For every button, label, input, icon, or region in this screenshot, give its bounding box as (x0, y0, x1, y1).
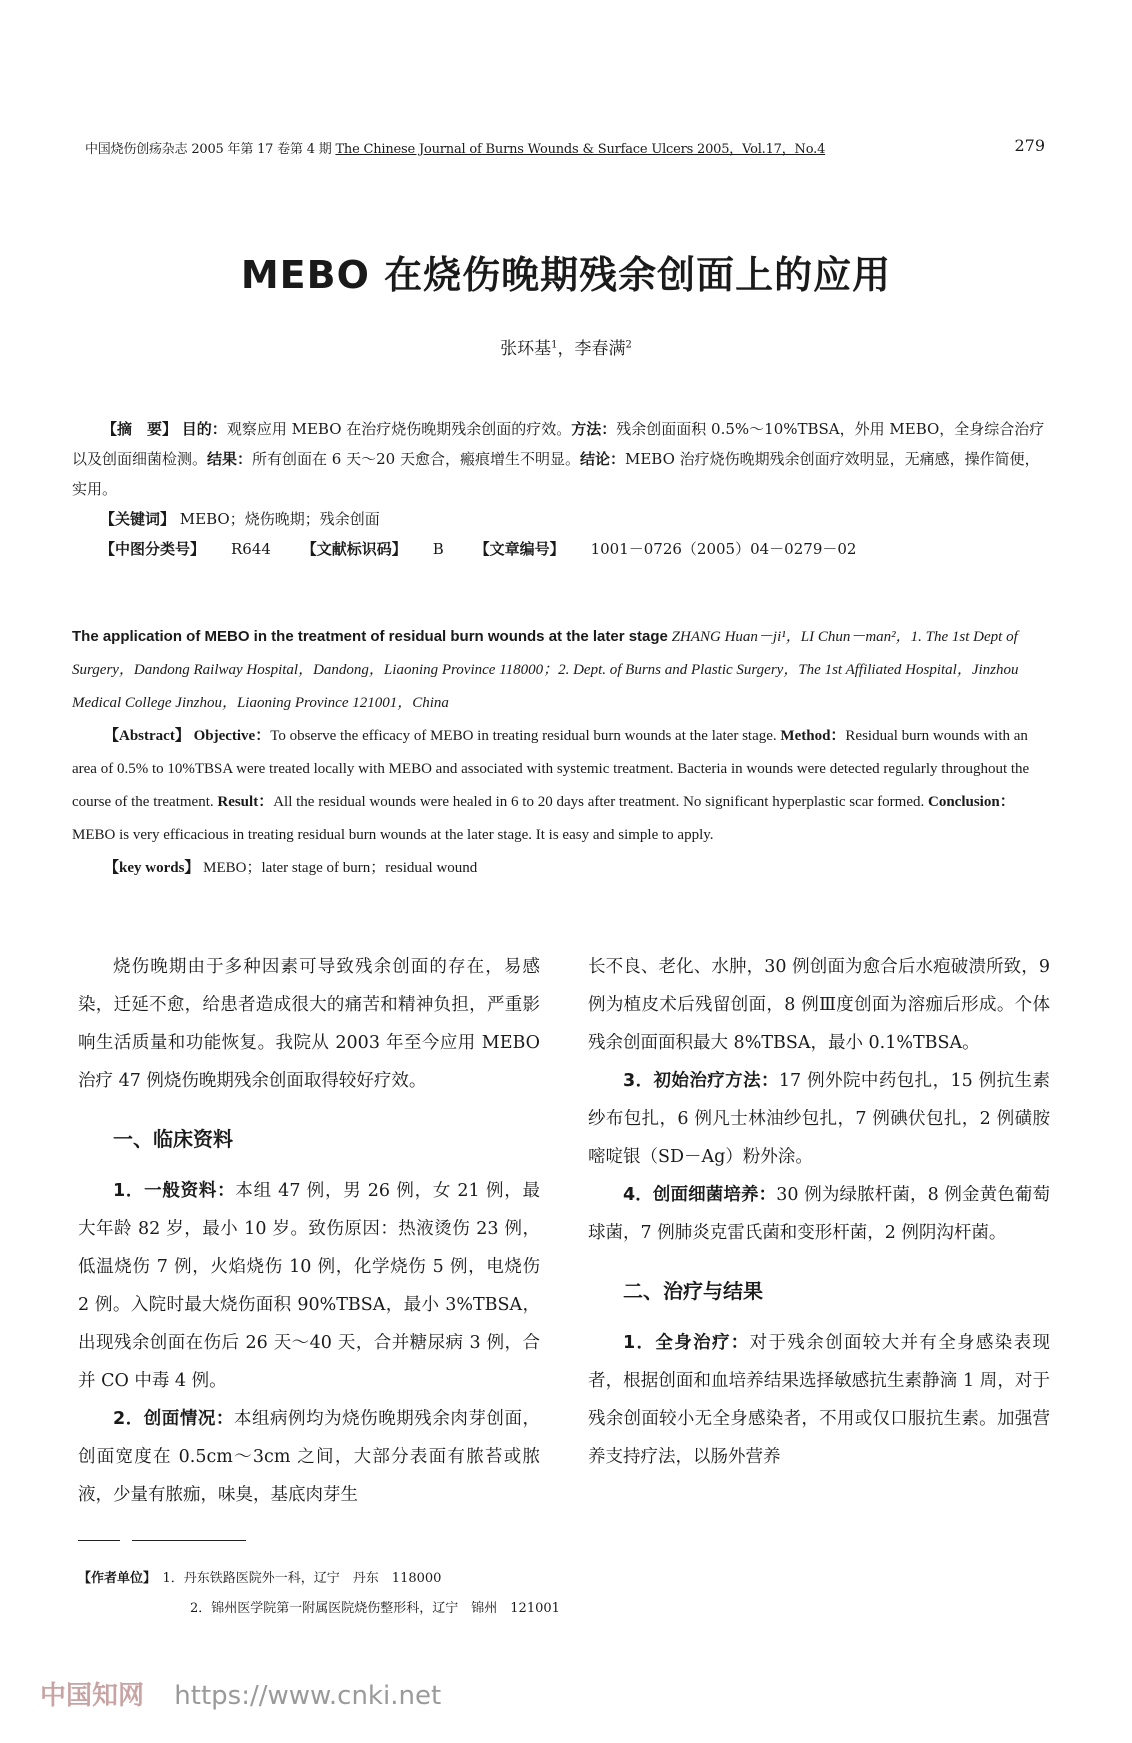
cnki-logo-text: 中国知网 (40, 1681, 145, 1711)
author-name: 李春满 (574, 339, 626, 359)
doc-code-label: 【文献标识码】 (301, 540, 407, 558)
bacteria-culture-text: 30 例为绿脓杆菌，8 例金黄色葡萄球菌，7 例肺炎克雷氏菌和变形杆菌，2 例阴沟杆菌。 (588, 1185, 1050, 1243)
en-keywords (72, 852, 1052, 885)
initial-treatment-paragraph (588, 1062, 1050, 1176)
keywords-label: 【关键词】 (100, 510, 176, 528)
author-name: 张环基 (500, 339, 552, 359)
cnki-watermark (40, 1675, 441, 1712)
wound-status-paragraph (78, 1400, 540, 1514)
journal-citation (85, 138, 825, 157)
en-result-label: Result： (217, 794, 274, 810)
en-method-text: Residual burn wounds with an area of 0.5% to 10%TBSA were treated locally with MEBO and associated with systemic treatment. Bacteria in wounds were detected regularly throughout the course of the treatment. (72, 728, 1030, 810)
intro-paragraph: 烧伤晚期由于多种因素可导致残余创面的存在，易感染，迁延不愈，给患者造成很大的痛苦和精神负担，严重影响生活质量和功能恢复。我院从 2003 年至今应用 MEBO 治疗 47 例烧伤晚期残余创面取得较好疗效。 (78, 957, 540, 1091)
clc-label: 【中图分类号】 (100, 540, 206, 558)
result-text: 所有创面在 6 天～20 天愈合，瘢痕增生不明显。 (252, 450, 580, 468)
clc-value: R644 (231, 540, 271, 558)
footnote-rule (132, 1540, 246, 1541)
bacteria-culture-paragraph (588, 1176, 1050, 1252)
en-method-label: Method： (780, 728, 846, 744)
abstract-label: 【摘 要】 (102, 420, 178, 438)
section-heading: 二、治疗与结果 (623, 1279, 763, 1303)
affiliation-1: 1．丹东铁路医院外一科，辽宁 丹东 118000 (162, 1571, 442, 1586)
abstract-cn-text (72, 414, 1052, 504)
en-conclusion-label: Conclusion： (928, 794, 1015, 810)
en-keywords-label: 【key words】 (104, 860, 200, 876)
wound-status-text: 本组病例均为烧伤晚期残余肉芽创面，创面宽度在 0.5cm～3cm 之间，大部分表面有脓苔或脓液，少量有脓痂，味臭，基底肉芽生 (78, 1409, 541, 1505)
result-label: 结果： (207, 450, 253, 468)
subsection-label: 1．全身治疗： (623, 1333, 750, 1353)
english-title: The application of MEBO in the treatment of residual burn wounds at the later stage (72, 628, 668, 645)
author-affil-mark: 2 (625, 339, 632, 351)
english-affiliation: The 1st Dept of Surgery，Dandong Railway Hospital，Dandong，Liaoning Province 118000；2. Dept. of Burns and Plastic Surgery，The 1st Affiliated Hospital，Jinzhou Medical College Jinzhou，Liaoning Province 121001，China (72, 629, 1019, 711)
abstract-cn (72, 414, 1052, 564)
objective-label: 目的： (181, 420, 227, 438)
en-objective-label: Objective： (193, 728, 271, 744)
body-column-right (588, 948, 1050, 1476)
body-column-left (78, 948, 540, 1514)
affiliation-label: 【作者单位】 (78, 1571, 150, 1586)
en-abstract-label: 【Abstract】 (104, 728, 190, 744)
journal-name-cn: 中国烧伤创疡杂志 2005 年第 17 卷第 4 期 (85, 142, 332, 157)
english-authors: ZHANG Huan－ji¹，LI Chun－man²，1. (671, 629, 922, 645)
method-label: 方法： (571, 420, 617, 438)
section-heading: 一、临床资料 (113, 1127, 233, 1151)
page-number: 279 (1014, 136, 1045, 155)
author-list (0, 334, 1132, 359)
article-title: MEBO 在烧伤晚期残余创面上的应用 (240, 253, 892, 297)
en-title-block (72, 620, 1052, 720)
continued-paragraph: 长不良、老化、水肿，30 例创面为愈合后水疱破溃所致，9 例为植皮术后残留创面，8 例Ⅲ度创面为溶痂后形成。个体残余创面面积最大 8%TBSA，最小 0.1%TBSA。 (588, 957, 1050, 1053)
footnote-rule (78, 1540, 120, 1541)
systemic-treatment-text: 对于残余创面较大并有全身感染表现者，根据创面和血培养结果选择敏感抗生素静滴 1 周，对于残余创面较小无全身感染者，不用或仅口服抗生素。加强营养支持疗法，以肠外营养 (588, 1333, 1050, 1467)
article-number-value: 1001－0726（2005）04－0279－02 (590, 540, 857, 558)
en-objective-text: To observe the efficacy of MEBO in treating residual burn wounds at the later stage. (270, 728, 777, 744)
author-affil-mark: 1 (551, 339, 558, 351)
abstract-en (72, 620, 1052, 885)
author-affiliations (78, 1564, 560, 1624)
general-data-text: 本组 47 例，男 26 例，女 21 例，最大年龄 82 岁，最小 10 岁。致伤原因：热液烫伤 23 例，低温烧伤 7 例，火焰烧伤 10 例，化学烧伤 5 例，电烧伤 2 例。入院时最大烧伤面积 90%TBSA，最小 3%TBSA，出现残余创面在伤后 26 天～40 天，合并糖尿病 3 例，合并 CO 中毒 4 例。 (78, 1181, 540, 1391)
article-number-label: 【文章编号】 (474, 540, 565, 558)
subsection-label: 4．创面细菌培养： (623, 1185, 777, 1205)
conclusion-label: 结论： (579, 450, 625, 468)
en-conclusion-text: MEBO is very efficacious in treating residual burn wounds at the later stage. It is easy and simple to apply. (72, 827, 714, 843)
en-result-text: All the residual wounds were healed in 6 to 20 days after treatment. No significant hyperplastic scar formed. (273, 794, 925, 810)
systemic-treatment-paragraph (588, 1324, 1050, 1476)
journal-name-en: The Chinese Journal of Burns Wounds & Surface Ulcers 2005，Vol.17，No.4 (335, 142, 826, 157)
keywords-cn (72, 504, 1052, 534)
subsection-label: 2．创面情况： (113, 1409, 234, 1429)
general-data-paragraph (78, 1172, 540, 1400)
keywords-text: MEBO；烧伤晚期；残余创面 (179, 510, 380, 528)
objective-text: 观察应用 MEBO 在治疗烧伤晚期残余创面的疗效。 (226, 420, 572, 438)
doc-code-value: B (432, 540, 444, 558)
initial-treatment-text: 17 例外院中药包扎，15 例抗生素纱布包扎，6 例凡士林油纱包扎，7 例碘伏包扎，2 例磺胺嘧啶银（SD－Ag）粉外涂。 (588, 1071, 1050, 1167)
en-abstract-text (72, 720, 1052, 852)
affiliation-line (78, 1564, 560, 1594)
subsection-label: 1．一般资料： (113, 1181, 236, 1201)
subsection-label: 3．初始治疗方法： (623, 1071, 779, 1091)
conclusion-text: MEBO 治疗烧伤晚期残余创面疗效明显，无痛感，操作简便，实用。 (72, 450, 1040, 498)
affiliation-2: 2．锦州医学院第一附属医院烧伤整形科，辽宁 锦州 121001 (190, 1601, 560, 1616)
author-separator: ， (557, 339, 575, 359)
cnki-url: https://www.cnki.net (174, 1681, 442, 1711)
method-text: 残余创面面积 0.5%～10%TBSA，外用 MEBO，全身综合治疗以及创面细菌检测。 (72, 420, 1045, 468)
classification-line (72, 534, 1052, 564)
en-keywords-text: MEBO；later stage of burn；residual wound (203, 860, 478, 876)
